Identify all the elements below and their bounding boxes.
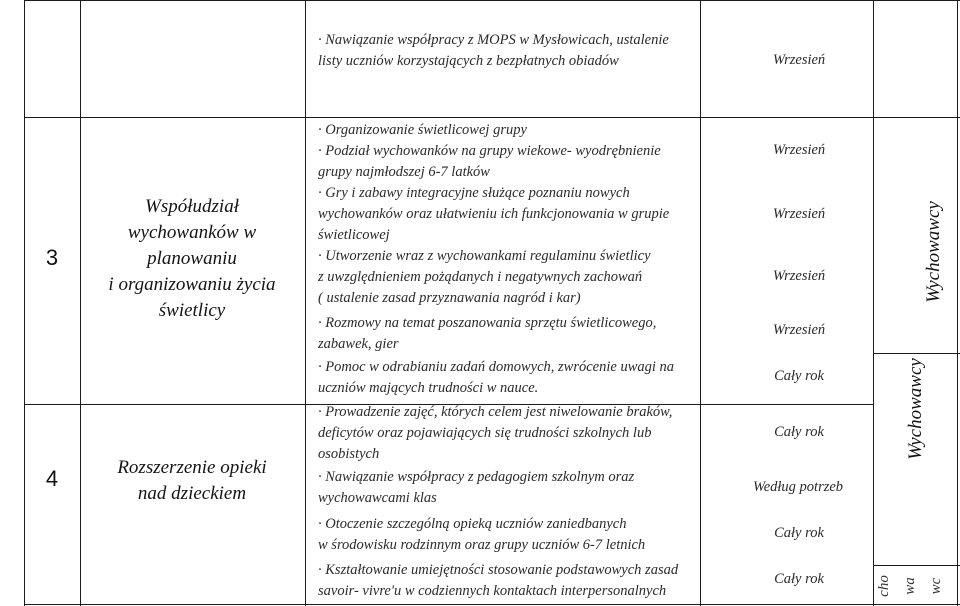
column-divider [700,0,701,606]
row-divider [24,117,960,118]
task-term: Według potrzeb [752,479,844,495]
column-divider [873,0,874,606]
row-topic: Rozszerzenie opieki [117,457,267,478]
responsible-person: Wychowawcy [905,358,926,460]
task-text: w środowisku rodzinnym oraz grupy uczniów 6-7 letnich [318,537,646,553]
row-number: 3 [45,245,59,270]
responsible-fragment: wa [902,577,918,595]
task-text: · Organizowanie świetlicowej grupy [318,122,527,138]
task-text: wychowanków oraz ułatwieniu ich funkcjonowania w grupie [318,206,670,222]
task-text: deficytów oraz pojawiających się trudności szkolnych lub [318,425,652,441]
task-term: Wrzesień [772,142,826,158]
task-text: wychowawcami klas [318,490,437,506]
task-term: Cały rok [774,424,824,440]
task-text: · Gry i zabawy integracyjne służące poznaniu nowych [318,185,630,201]
task-text: · Podział wychowanków na grupy wiekowe- wyodrębnienie [318,143,661,159]
table-border-top [24,0,960,1]
task-text: · Otoczenie szczególną opieką uczniów zaniedbanych [318,516,627,532]
task-text: z uwzględnieniem pożądanych i negatywnych zachowań [318,269,643,285]
task-term: Cały rok [774,368,824,384]
task-text: listy uczniów korzystających z bezpłatnych obiadów [318,53,619,69]
table-border-bottom [24,604,960,605]
row-topic: planowaniu [147,248,237,269]
task-text: savoir- vivre'u w codziennych kontaktach interpersonalnych [318,583,667,599]
table-border-left [24,0,25,606]
column-divider [957,0,958,606]
responsible-fragment: wc [928,577,944,595]
row-topic: i organizowaniu życia [108,274,276,295]
task-text: · Utworzenie wraz z wychowankami regulaminu świetlicy [318,248,651,264]
task-term: Wrzesień [772,206,826,222]
task-term: Cały rok [774,571,824,587]
row-topic: Współudział [145,196,239,217]
task-text: zabawek, gier [318,336,399,352]
task-text: świetlicowej [318,227,390,243]
task-text: grupy najmłodszej 6-7 latków [318,164,490,180]
task-text: uczniów mających trudności w nauce. [318,380,539,396]
row-topic: nad dzieckiem [137,483,247,504]
task-text: osobistych [318,446,380,462]
task-text: · Prowadzenie zajęć, których celem jest niwelowanie braków, [318,404,673,420]
responsible-person: Wychowawcy [923,201,944,303]
task-term: Wrzesień [772,322,826,338]
row-topic: wychowanków w [127,222,257,243]
task-text: · Nawiązanie współpracy z MOPS w Mysłowicach, ustalenie [318,32,669,48]
task-text: ( ustalenie zasad przyznawania nagród i kar) [318,290,581,306]
task-term: Cały rok [774,525,824,541]
row-number: 4 [45,466,59,491]
task-text: · Rozmowy na temat poszanowania sprzętu świetlicowego, [318,315,657,331]
row-topic: świetlicy [158,300,226,321]
task-term: Wrzesień [772,52,826,68]
task-text: · Pomoc w odrabianiu zadań domowych, zwrócenie uwagi na [318,359,675,375]
task-term: Wrzesień [772,268,826,284]
task-text: · Kształtowanie umiejętności stosowanie podstawowych zasad [318,562,679,578]
responsible-fragment: cho [876,575,892,597]
task-text: · Nawiązanie współpracy z pedagogiem szkolnym oraz [318,469,635,485]
